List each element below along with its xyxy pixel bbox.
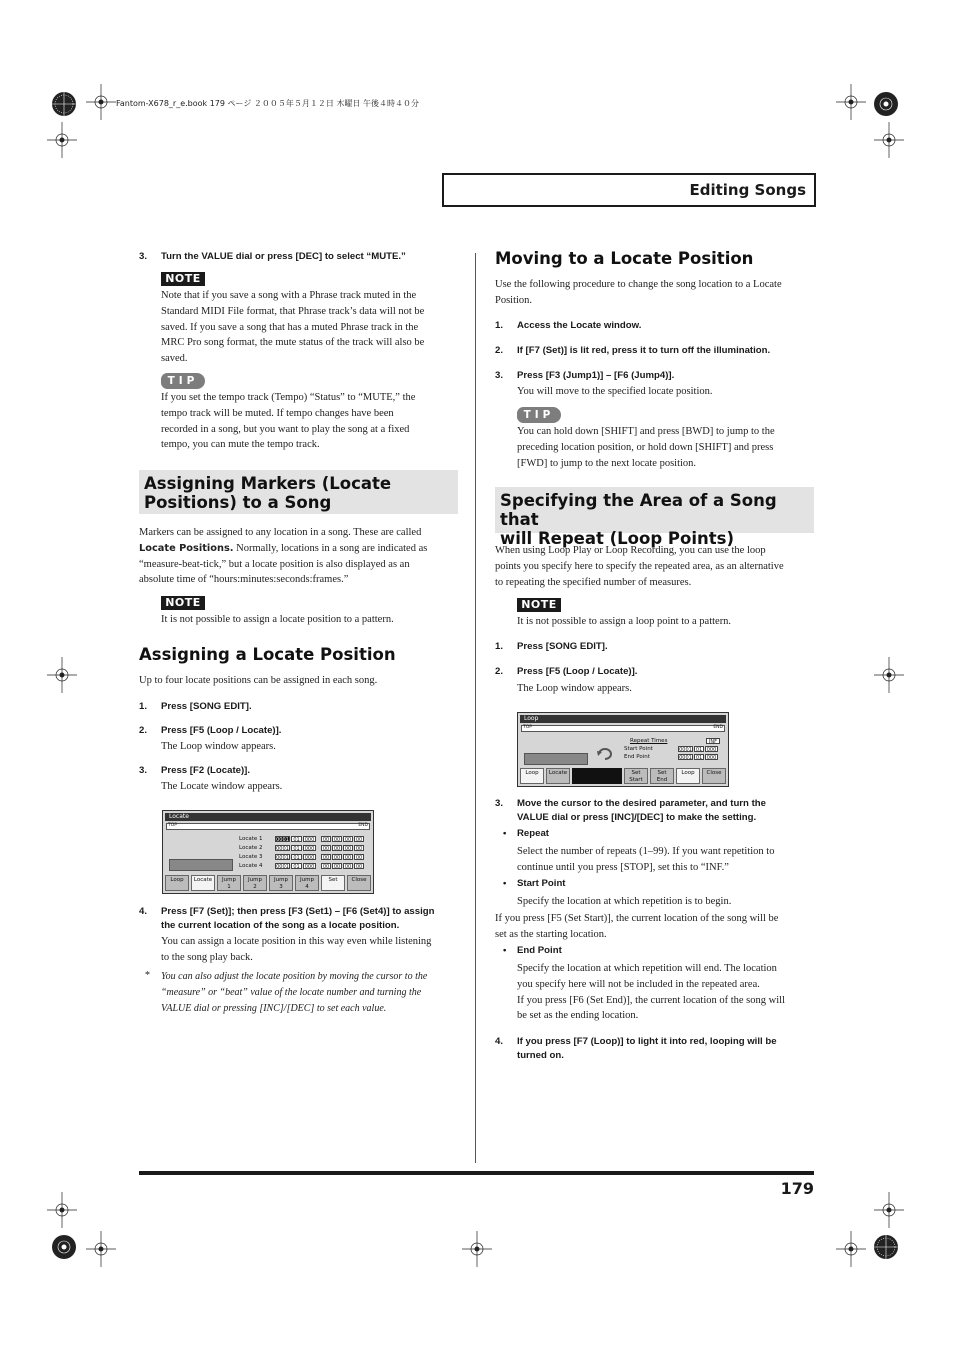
footer-rule: [139, 1171, 814, 1175]
locate-time-cell: 00: [344, 846, 352, 852]
locate-time-cell: 00: [355, 864, 363, 870]
start-point-label: Start Point: [624, 746, 653, 752]
jump-2-button[interactable]: Jump 2: [243, 875, 267, 891]
transport-indicator: [169, 859, 233, 871]
assign-intro: Up to four locate positions can be assigned in each song.: [139, 675, 378, 686]
loop-window-title: Loop: [520, 715, 726, 723]
step-2-result: The Loop window appears.: [517, 683, 632, 694]
repeat-description: Select the number of repeats (1–99). If you want repetition to continue until you press [STOP], set this to “INF.”: [517, 846, 775, 873]
locate-time-cell: 00: [333, 846, 341, 852]
locate-beat-cell[interactable]: 01: [291, 845, 302, 851]
locate-beat-cell[interactable]: 01: [291, 863, 302, 869]
locate-tab-button[interactable]: Locate: [191, 875, 215, 891]
note-label: NOTE: [161, 272, 205, 286]
locate-time-cell: 00: [333, 855, 341, 861]
jump-3-button[interactable]: Jump 3: [269, 875, 293, 891]
crop-mark-icon: [866, 84, 906, 124]
repeat-times-label: Repeat Times: [630, 738, 668, 744]
transport-indicator: [524, 753, 588, 765]
crop-mark-icon: [44, 1227, 84, 1267]
locate-time-cell: 00: [355, 855, 363, 861]
locate-beat-cell[interactable]: 01: [291, 836, 302, 842]
locate-tick-cell[interactable]: 000: [304, 864, 315, 870]
crop-mark-icon: [866, 1227, 906, 1267]
repeat-times-value[interactable]: INF: [706, 738, 720, 744]
locate-measure-cell[interactable]: 0001: [276, 864, 289, 870]
end-measure-cell[interactable]: 0001: [679, 755, 692, 761]
start-point-description: Specify the location at which repetition is to begin.: [517, 896, 732, 907]
locate-time-cell: 00: [344, 837, 352, 843]
registration-mark-icon: [47, 657, 77, 693]
locate-measure-cell[interactable]: 0001: [276, 855, 289, 861]
start-point-extra: If you press [F5 (Set Start)], the current location of the song will be set as the starting location.: [495, 913, 779, 940]
heading-assigning-locate: Assigning a Locate Position: [139, 645, 396, 664]
start-beat-cell[interactable]: 01: [695, 747, 703, 753]
note-label: NOTE: [161, 596, 205, 610]
end-point-description: Specify the location at which repetition will end. The location you specify here will not be included in the repeated area. If you press [F6 (Set End)], the current location of the song will be set as the ending location.: [517, 963, 785, 1022]
locate-row-label: Locate 2: [239, 845, 263, 851]
tip-label: TIP: [517, 407, 561, 423]
step-3-result: You will move to the specified locate position.: [517, 386, 713, 397]
section-heading-markers: Assigning Markers (Locate Positions) to a Song: [139, 470, 458, 514]
locate-row-label: Locate 3: [239, 854, 263, 860]
registration-mark-icon: [47, 122, 77, 158]
footnote-mark: *: [145, 970, 150, 981]
jump-1-button[interactable]: Jump 1: [217, 875, 241, 891]
page-number: 179: [780, 1179, 814, 1198]
locate-time-cell: 00: [333, 837, 341, 843]
start-tick-cell[interactable]: 000: [706, 747, 717, 753]
registration-mark-icon: [836, 84, 866, 120]
note-label: NOTE: [517, 598, 561, 612]
step-3-result: The Locate window appears.: [161, 781, 283, 792]
tip-text: If you set the tempo track (Tempo) “Status” to “MUTE,” the tempo track will be muted. If tempo changes have been recorded in a song, but you want to play the song at a fixed tempo, you can mute the tempo track.: [161, 392, 416, 451]
registration-mark-icon: [836, 1231, 866, 1267]
end-tick-cell[interactable]: 000: [706, 755, 717, 761]
close-button[interactable]: Close: [347, 875, 371, 891]
set-start-button[interactable]: Set Start: [624, 768, 648, 784]
step-2-result: The Loop window appears.: [161, 741, 276, 752]
end-point-label: End Point: [624, 754, 650, 760]
locate-tick-cell[interactable]: 000: [304, 855, 315, 861]
registration-mark-icon: [874, 657, 904, 693]
locate-row-label: Locate 1: [239, 836, 263, 842]
locate-time-cell: 00: [322, 837, 330, 843]
start-measure-cell[interactable]: 0001: [679, 747, 692, 753]
locate-tick-cell[interactable]: 000: [304, 837, 315, 843]
section-title-box: [442, 173, 816, 207]
registration-mark-icon: [462, 1231, 492, 1267]
markers-paragraph: Markers can be assigned to any location in a song. These are called Locate Positions. Normally, locations in a song are indicated as “measure-beat-tick,” but a locate position is also displayed as an absolute time of “hours:minutes:seconds:frames.”: [139, 527, 428, 586]
moving-intro: Use the following procedure to change the song location to a Locate Position.: [495, 279, 782, 306]
column-divider: [475, 253, 476, 1163]
section-heading-loop-points: Specifying the Area of a Song that will Repeat (Loop Points): [495, 487, 814, 533]
registration-mark-icon: [86, 84, 116, 120]
song-position-bar: TOP END: [523, 725, 723, 730]
locate-time-cell: 00: [355, 846, 363, 852]
locate-measure-cell[interactable]: 0001: [276, 846, 289, 852]
locate-window-screenshot: [162, 810, 374, 894]
locate-time-cell: 00: [344, 855, 352, 861]
note-text: Note that if you save a song with a Phrase track muted in the Standard MIDI File format, that Phrase track’s data will not be saved. If you save a song that has a muted Phrase track in the MRC Pro song format, the mute status of the track will also be saved.: [161, 290, 425, 365]
tip-label: TIP: [161, 373, 205, 389]
locate-time-cell: 00: [322, 855, 330, 861]
loop-arrow-icon: [595, 746, 615, 765]
note-text: It is not possible to assign a loop point to a pattern.: [517, 616, 732, 627]
heading-moving-locate: Moving to a Locate Position: [495, 249, 754, 268]
locate-time-cell: 00: [333, 864, 341, 870]
locate-time-cell: 00: [322, 864, 330, 870]
song-position-bar: TOP END: [168, 823, 368, 828]
locate-tick-cell[interactable]: 000: [304, 846, 315, 852]
registration-mark-icon: [86, 1231, 116, 1267]
loop-tab-button[interactable]: Loop: [165, 875, 189, 891]
loop-window-screenshot: [517, 712, 729, 787]
registration-mark-icon: [47, 1192, 77, 1228]
tip-text: You can hold down [SHIFT] and press [BWD] to jump to the preceding location position, or hold down [SHIFT] and press [FWD] to jump to the next locate position.: [517, 426, 775, 469]
registration-mark-icon: [874, 122, 904, 158]
jump-4-button[interactable]: Jump 4: [295, 875, 319, 891]
locate-time-cell: 00: [322, 846, 330, 852]
locate-time-cell: 00: [344, 864, 352, 870]
locate-measure-cell[interactable]: 0001: [276, 837, 289, 843]
step-4-detail: You can assign a locate position in this way even while listening to the song play back.: [161, 936, 432, 963]
empty-slot: [572, 768, 622, 784]
locate-beat-cell[interactable]: 01: [291, 854, 302, 860]
crop-mark-icon: [44, 84, 84, 124]
set-end-button[interactable]: Set End: [650, 768, 674, 784]
locate-tab-button[interactable]: Locate: [546, 768, 570, 784]
set-button[interactable]: Set: [321, 875, 345, 891]
section-title: Editing Songs: [689, 181, 806, 199]
footnote-text: You can also adjust the locate position by moving the cursor to the “measure” or “beat” value of the locate number and turning the VALUE dial or pressing [INC]/[DEC] to set each value.: [161, 971, 428, 1014]
loop-intro: When using Loop Play or Loop Recording, you can use the loop points you specify here to specify the repeated area, as an alternative to repeating the specified number of measures.: [495, 545, 784, 588]
locate-time-cell: 00: [355, 837, 363, 843]
locate-window-title: Locate: [165, 813, 371, 821]
close-button[interactable]: Close: [702, 768, 726, 784]
end-beat-cell[interactable]: 01: [695, 755, 703, 761]
note-text: It is not possible to assign a locate position to a pattern.: [161, 614, 394, 625]
registration-mark-icon: [874, 1192, 904, 1228]
loop-tab-button[interactable]: Loop: [520, 768, 544, 784]
locate-row-label: Locate 4: [239, 863, 263, 869]
file-info-header: Fantom-X678_r_e.book 179 ページ ２００５年５月１２日 木曜日 午後４時４０分: [116, 99, 419, 108]
loop-toggle-button[interactable]: Loop: [676, 768, 700, 784]
